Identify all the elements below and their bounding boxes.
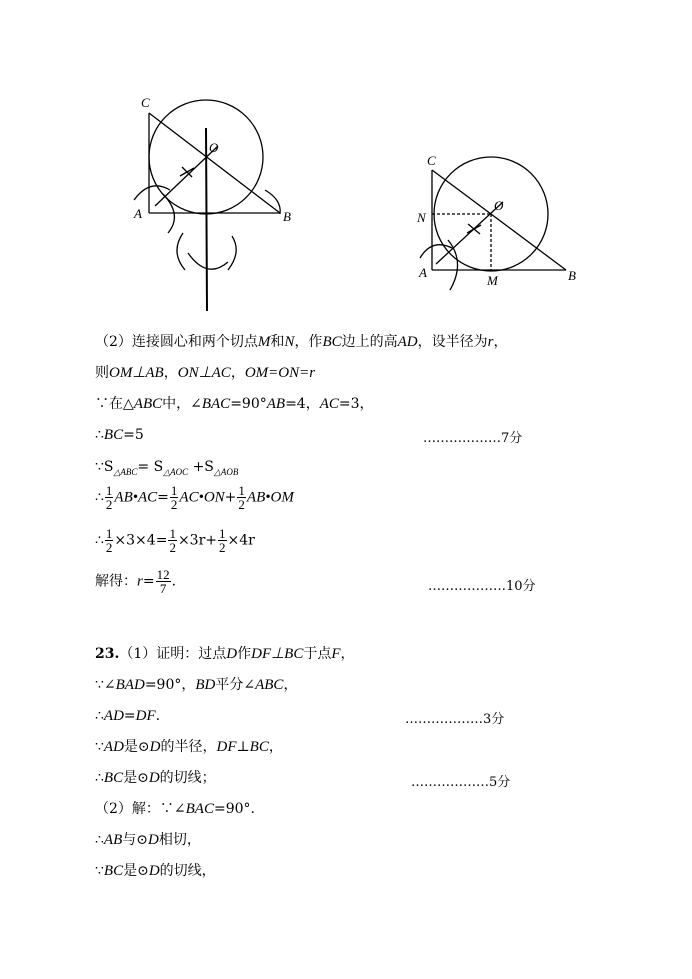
score-3: ………………3分 xyxy=(405,712,505,727)
part2-line4: ∴BC=5 xyxy=(95,427,144,443)
label-n-right: N xyxy=(417,210,426,225)
label-o-right: O xyxy=(494,198,504,213)
label-a-right: A xyxy=(419,265,427,280)
part2-line8: 解得：r= $\frac{12}{7}$ . xyxy=(95,567,177,596)
q23-line3: ∴AD=DF. xyxy=(95,708,161,724)
label-c-right: C xyxy=(427,153,436,168)
q23-line6: （2）解：∵∠BAC=90°. xyxy=(95,801,255,817)
label-b-left: B xyxy=(283,209,291,224)
cross-mark-rb xyxy=(467,225,481,233)
label-b-right: B xyxy=(568,268,576,283)
label-c-left: C xyxy=(141,95,150,110)
part2-line2: 则OM⊥AB，ON⊥AC，OM=ON=r xyxy=(95,365,316,381)
part2-line5: $\because S_{\triangle ABC}= S_{\triangle AOC} +S_{\triangle AOB}$ xyxy=(95,459,239,477)
score-7: ………………7分 xyxy=(423,431,523,446)
q23-line5: ∴BC是⊙D的切线； xyxy=(95,770,216,786)
q23-line4: ∵AD是⊙D的半径，DF⊥BC， xyxy=(95,739,283,755)
q23-line8: ∵BC是⊙D的切线， xyxy=(95,863,216,879)
bisector-right xyxy=(436,202,503,264)
part2-line3: ∵在△ABC中，∠BAC=90°AB=4，AC=3， xyxy=(95,396,374,412)
label-a-left: A xyxy=(134,206,142,221)
score-5: ………………5分 xyxy=(411,775,511,790)
part2-line6: ∴ $\frac{1}{2}$ AB•AC= $\frac{1}{2}$ AC•ON+ $\frac{1}{2}$ AB•OM xyxy=(95,483,294,512)
q23-line2: ∵∠BAD=90°，BD平分∠ABC， xyxy=(95,677,298,693)
q23-line1: 23.（1）证明：过点D作DF⊥BC于点F， xyxy=(95,646,355,662)
part2-line7: ∴ $\frac{1}{2}$ ×3×4= $\frac{1}{2}$ ×3r+ $\frac{1}{2}$ ×4r xyxy=(95,526,255,555)
q23-line7: ∴AB与⊙D相切， xyxy=(95,832,201,848)
score-10: ………………10分 xyxy=(428,579,536,594)
label-m-right: M xyxy=(487,273,498,288)
label-o-left: O xyxy=(209,140,219,155)
part2-line1: （2）连接圆心和两个切点M和N，作BC边上的高AD，设半径为r， xyxy=(95,334,508,350)
